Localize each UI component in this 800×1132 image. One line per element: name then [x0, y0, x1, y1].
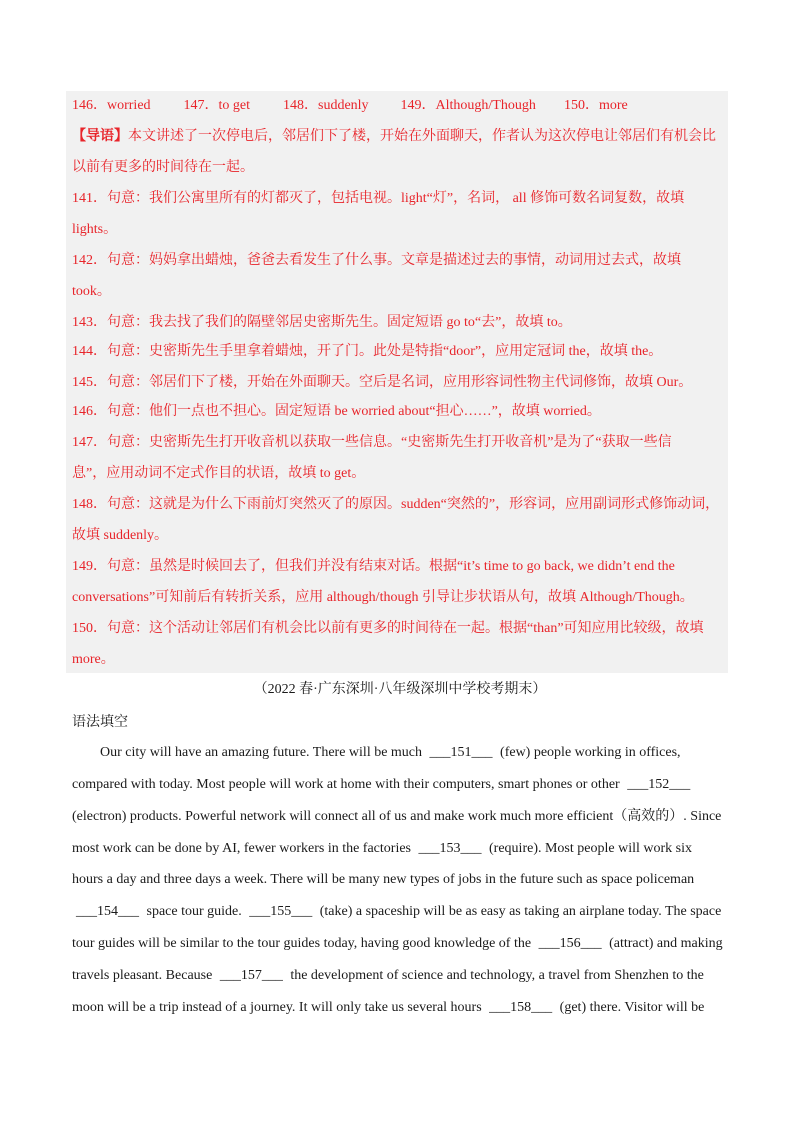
- answer-146: 146．worried: [72, 98, 151, 113]
- passage-text: (get) there. Visitor will be: [556, 1000, 705, 1015]
- explanation-line: 149．句意：虽然是时候回去了，但我们并没有结束对话。根据“it’s time to go back, we didn’t end the: [72, 559, 675, 574]
- answer-147: 147．to get: [183, 98, 250, 113]
- explanation-line: 息”，应用动词不定式作目的状语，故填 to get。: [72, 466, 366, 481]
- answer-blank[interactable]: ___156___: [538, 936, 602, 951]
- question-source: （2022 春·广东深圳·八年级深圳中学校考期末）: [253, 682, 547, 697]
- answer-150: 150．more: [564, 98, 628, 113]
- passage-text: the development of science and technology, a travel from Shenzhen to the: [286, 968, 704, 983]
- answers-row: [72, 96, 732, 116]
- passage-line: [72, 966, 732, 986]
- passage-text: travels pleasant. Because: [72, 968, 216, 983]
- passage-text: moon will be a trip instead of a journey. It will only take us several hours: [72, 1000, 486, 1015]
- passage-line: [72, 998, 732, 1018]
- explanation-line: 故填 suddenly。: [72, 528, 169, 543]
- explanation-line: 142．句意：妈妈拿出蜡烛，爸爸去看发生了什么事。文章是描述过去的事情，动词用过去式，故填: [72, 253, 681, 268]
- explanation-line: lights。: [72, 222, 118, 237]
- guide-label: 【导语】: [72, 129, 128, 144]
- passage-text: space tour guide.: [143, 904, 246, 919]
- passage-text: Our city will have an amazing future. There will be much: [100, 745, 426, 760]
- explanation-line: 150．句意：这个活动让邻居们有机会比以前有更多的时间待在一起。根据“than”可知应用比较级，故填: [72, 621, 704, 636]
- answer-blank[interactable]: ___158___: [489, 1000, 553, 1015]
- guide-line-2: 以前有更多的时间待在一起。: [72, 160, 254, 175]
- answer-blank[interactable]: ___151___: [429, 745, 493, 760]
- passage-text: (few) people working in offices,: [496, 745, 681, 760]
- passage-line: [72, 807, 732, 827]
- passage-text: (electron) products. Powerful network will connect all of us and make work much more efficient（高效的）. Since: [72, 809, 722, 824]
- passage-text: (take) a spaceship will be as easy as taking an airplane today. The space: [316, 904, 722, 919]
- answer-blank[interactable]: ___154___: [76, 904, 139, 919]
- section-title: 语法填空: [72, 715, 128, 730]
- passage-text: (require). Most people will work six: [485, 841, 692, 856]
- answer-149: 149．Although/Though: [400, 98, 536, 113]
- passage-line: [72, 870, 732, 890]
- explanation-line: 148．句意：这就是为什么下雨前灯突然灭了的原因。sudden“突然的”，形容词，应用副词形式修饰动词，: [72, 497, 720, 512]
- explanation-line: 147．句意：史密斯先生打开收音机以获取一些信息。“史密斯先生打开收音机”是为了“获取一些信: [72, 435, 672, 450]
- passage-line: [72, 775, 732, 795]
- passage-text: most work can be done by AI, fewer workers in the factories: [72, 841, 415, 856]
- passage-text: (attract) and making: [605, 936, 723, 951]
- passage-line: [72, 902, 732, 922]
- answer-blank[interactable]: ___153___: [418, 841, 482, 856]
- explanation-line: more。: [72, 652, 115, 667]
- answer-148: 148．suddenly: [283, 98, 369, 113]
- passage-line: [100, 743, 760, 763]
- passage-text: tour guides will be similar to the tour guides today, having good knowledge of the: [72, 936, 535, 951]
- answer-blank[interactable]: ___152___: [627, 777, 691, 792]
- answer-blank[interactable]: ___155___: [249, 904, 313, 919]
- passage-text: compared with today. Most people will work at home with their computers, smart phones or other: [72, 777, 624, 792]
- explanation-line: conversations”可知前后有转折关系，应用 although/though 引导让步状语从句，故填 Although/Though。: [72, 590, 694, 605]
- explanation-line: 141．句意：我们公寓里所有的灯都灭了，包括电视。light“灯”，名词， all 修饰可数名词复数，故填: [72, 191, 685, 206]
- guide-text-1: 本文讲述了一次停电后，邻居们下了楼，开始在外面聊天，作者认为这次停电让邻居们有机会比: [128, 129, 716, 144]
- explanation-line: 143．句意：我去找了我们的隔壁邻居史密斯先生。固定短语 go to“去”，故填 to。: [72, 315, 572, 330]
- passage-line: [72, 934, 732, 954]
- guide-line-1: [72, 127, 732, 147]
- explanation-line: took。: [72, 284, 111, 299]
- answer-blank[interactable]: ___157___: [219, 968, 283, 983]
- explanation-line: 146．句意：他们一点也不担心。固定短语 be worried about“担心……”，故填 worried。: [72, 404, 601, 419]
- passage-line: [72, 839, 732, 859]
- explanation-line: 144．句意：史密斯先生手里拿着蜡烛，开了门。此处是特指“door”，应用定冠词 the，故填 the。: [72, 344, 663, 359]
- explanation-line: 145．句意：邻居们下了楼，开始在外面聊天。空后是名词，应用形容词性物主代词修饰，故填 Our。: [72, 375, 693, 390]
- passage-text: hours a day and three days a week. There will be many new types of jobs in the future such as space policeman: [72, 872, 695, 887]
